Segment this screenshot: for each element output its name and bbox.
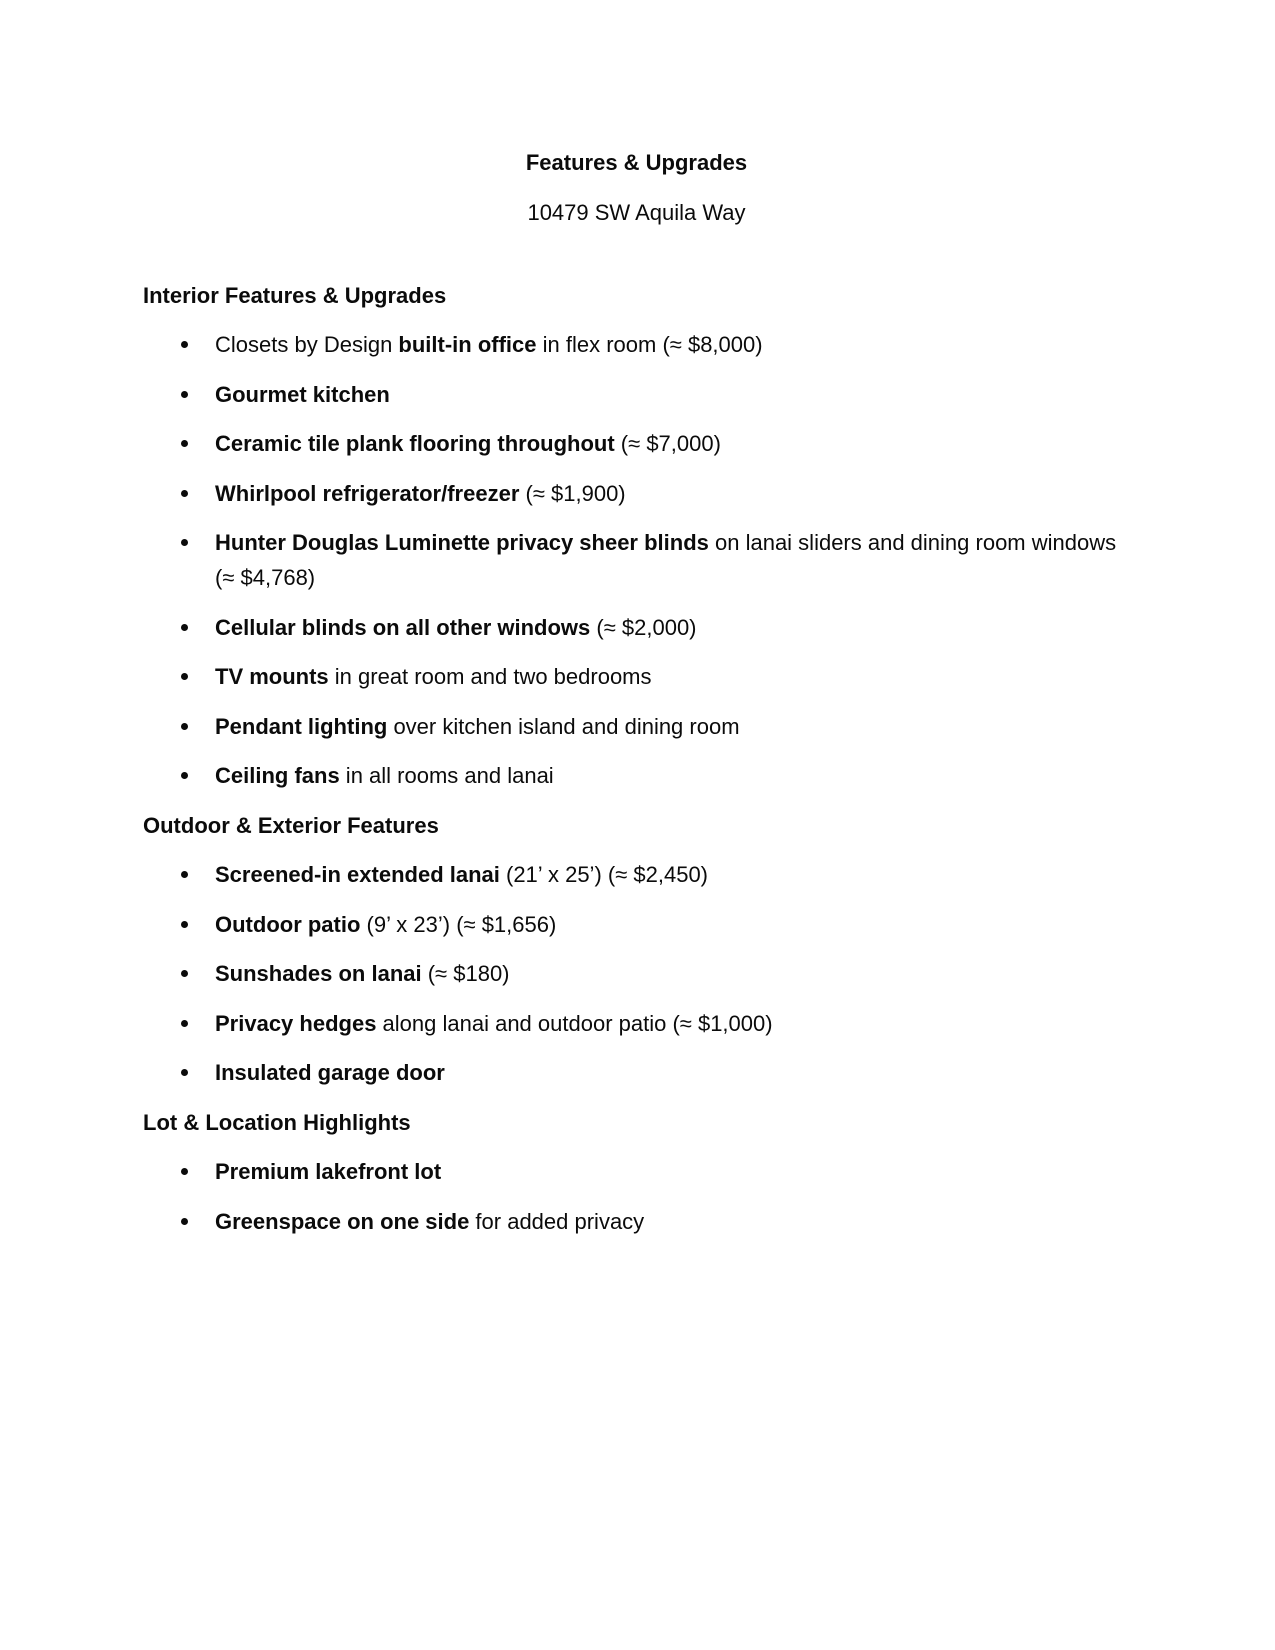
- text-run-bold: built-in office: [398, 332, 537, 357]
- bullet-icon: [181, 871, 188, 878]
- bullet-list: [143, 327, 1130, 793]
- bullet-list: [143, 1154, 1130, 1239]
- section: [143, 1105, 1130, 1239]
- text-run-bold: TV mounts: [215, 664, 329, 689]
- list-item: [215, 525, 1130, 595]
- list-item: [215, 476, 1130, 511]
- list-item: [215, 857, 1130, 892]
- bullet-icon: [181, 391, 188, 398]
- bullet-icon: [181, 1020, 188, 1027]
- bullet-icon: [181, 440, 188, 447]
- section-heading: Interior Features & Upgrades: [143, 282, 447, 308]
- bullet-icon: [181, 772, 188, 779]
- bullet-icon: [181, 1218, 188, 1225]
- list-item: [215, 1006, 1130, 1041]
- list-item: [215, 426, 1130, 461]
- bullet-icon: [181, 723, 188, 730]
- text-run: (≈ $180): [421, 961, 510, 986]
- document-subtitle: 10479 SW Aquila Way: [527, 199, 746, 225]
- list-item: [215, 377, 1130, 412]
- text-run: (21’ x 25’) (≈ $2,450): [499, 862, 709, 887]
- bullet-icon: [181, 970, 188, 977]
- section: [143, 278, 1130, 794]
- text-run: over kitchen island and dining room: [387, 713, 740, 739]
- text-run-bold: Hunter Douglas Luminette privacy sheer blinds: [215, 530, 709, 555]
- text-run-bold: Outdoor patio: [215, 911, 361, 937]
- bullet-icon: [181, 624, 188, 631]
- text-run-bold: Premium lakefront lot: [215, 1159, 442, 1184]
- bullet-list: [143, 857, 1130, 1090]
- text-run-bold: Privacy hedges: [215, 1010, 377, 1036]
- list-item: [215, 1204, 1130, 1239]
- section-heading: Outdoor & Exterior Features: [143, 812, 439, 838]
- list-item: [215, 758, 1130, 793]
- text-run-bold: Insulated garage door: [215, 1060, 445, 1085]
- text-run: (9’ x 23’) (≈ $1,656): [360, 911, 557, 937]
- text-run: (≈ $7,000): [614, 431, 721, 456]
- text-run-bold: Cellular blinds on all other windows: [215, 614, 591, 640]
- bullet-icon: [181, 921, 188, 928]
- text-run: in flex room (≈ $8,000): [536, 332, 763, 357]
- text-run: (≈ $1,900): [519, 480, 626, 506]
- list-item: [215, 327, 1130, 362]
- bullet-icon: [181, 490, 188, 497]
- text-run-bold: Gourmet kitchen: [215, 381, 390, 407]
- list-item: [215, 659, 1130, 694]
- list-item: [215, 1154, 1130, 1189]
- list-item: [215, 610, 1130, 645]
- section: [143, 808, 1130, 1091]
- list-item: [215, 907, 1130, 942]
- list-item: [215, 956, 1130, 991]
- section-heading: Lot & Location Highlights: [143, 1109, 411, 1135]
- bullet-icon: [181, 1069, 188, 1076]
- bullet-icon: [181, 539, 188, 546]
- bullet-icon: [181, 341, 188, 348]
- list-item: [215, 709, 1130, 744]
- text-run: on lanai sliders and dining room windows (≈ $4,768): [215, 530, 1117, 590]
- text-run-bold: Ceiling fans: [215, 763, 340, 788]
- text-run: in great room and two bedrooms: [328, 664, 652, 689]
- text-run-bold: Sunshades on lanai: [215, 961, 422, 986]
- document-title: Features & Upgrades: [525, 150, 748, 175]
- text-run: for added privacy: [469, 1208, 645, 1234]
- text-run: (≈ $2,000): [590, 614, 697, 640]
- text-run: along lanai and outdoor patio (≈ $1,000): [376, 1010, 773, 1036]
- text-run-bold: Screened-in extended lanai: [215, 862, 500, 887]
- text-run: Closets by Design: [215, 332, 399, 357]
- text-run-bold: Pendant lighting: [215, 713, 388, 739]
- text-run-bold: Ceramic tile plank flooring throughout: [215, 431, 615, 456]
- bullet-icon: [181, 1168, 188, 1175]
- document-body: [143, 278, 1130, 1239]
- bullet-icon: [181, 673, 188, 680]
- text-run-bold: Greenspace on one side: [215, 1208, 470, 1234]
- text-run: in all rooms and lanai: [339, 763, 554, 788]
- text-run-bold: Whirlpool refrigerator/freezer: [215, 480, 520, 506]
- list-item: [215, 1055, 1130, 1090]
